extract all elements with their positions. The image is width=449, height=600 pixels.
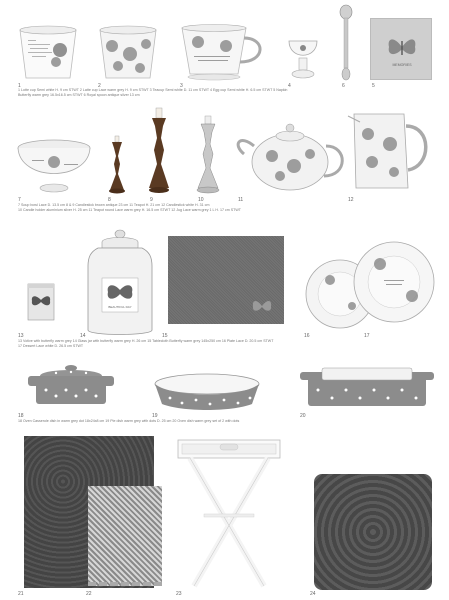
item-number: 8 <box>108 197 111 203</box>
item-number: 17 <box>364 333 370 339</box>
tablecloth-butterfly <box>168 236 284 324</box>
latte-cup-lace <box>96 24 160 82</box>
teapot <box>236 118 348 196</box>
caption-row2-a: 7 Soup bowl Lace D. 13.5 cm 8 & 9 Candlestick brown antique 23 cm 11 Teapot H. 21 cm 12 Candlestick white H. 31 cm <box>18 203 210 207</box>
item-number: 20 <box>300 413 306 419</box>
caption-row2-b: 10 Candle holder aluminium silver H. 25 cm 11 Teapot round Lace warm grey H. 16.5 cm STWT 12 Jug Lace warm grey 1 L H. 17 cm STWT <box>18 208 241 212</box>
item-number: 12 <box>348 197 354 203</box>
teacup <box>178 24 270 82</box>
item-number: 16 <box>304 333 310 339</box>
napkin <box>370 18 432 80</box>
jug <box>346 108 436 196</box>
item-number: 5 <box>372 83 375 89</box>
latte-cup-1 <box>16 24 80 82</box>
soup-bowl <box>14 138 94 196</box>
egg-cup <box>286 38 320 82</box>
cushion-dark-grey <box>314 474 432 590</box>
caption-row1-a: 1 Lotte cup Semi white H. 9 cm STWT 2 Latte cup Lace warm grey H. 9 cm STWT 3 Teacup Semi white D. 11 cm STWT 4 Egg cup Semi white H. 6.5 cm STWT 5 Napkin <box>18 88 288 92</box>
candle-holder-silver <box>194 114 222 196</box>
oven-casserole-dish <box>26 362 116 406</box>
item-number: 22 <box>86 591 92 597</box>
item-number: 2 <box>98 83 101 89</box>
throw-houndstooth <box>88 486 162 586</box>
item-number: 15 <box>162 333 168 339</box>
item-number: 19 <box>152 413 158 419</box>
caption-row4: 18 Oven Casserole dish in warm grey dot 18x24x8 cm 19 Pie dish warm grey with dots D. 25 cm 20 Oven dish warm grey set of 2 with dots <box>18 419 240 423</box>
butterfly-icon <box>252 298 272 314</box>
item-number: 24 <box>310 591 316 597</box>
jar-label-text: BEAUTIFUL DAY <box>108 305 132 309</box>
caption-row3-a: 13 Votive with butterfly warm grey 14 Glass jar with butterfly warm grey H. 26 cm 15 Tablecloth Butterfly warm grey 145x250 cm 16 Plate Lace D. 20.5 cm STWT <box>18 339 274 343</box>
item-number: 6 <box>342 83 345 89</box>
item-number: 23 <box>176 591 182 597</box>
oven-dish-set <box>298 366 436 410</box>
item-number: 1 <box>18 83 21 89</box>
item-number: 21 <box>18 591 24 597</box>
item-number: 7 <box>18 197 21 203</box>
caption-row1-b: Butterfly warm grey 16.5x16.5 cm STWT 6 Royal spoon antique silver 13 cm <box>18 93 140 97</box>
butler-tray-table <box>174 436 284 592</box>
votive-glass <box>26 282 56 322</box>
item-number: 13 <box>18 333 24 339</box>
royal-spoon <box>338 4 354 82</box>
item-number: 14 <box>80 333 86 339</box>
napkin-text: MEMORIES <box>392 63 412 67</box>
item-number: 3 <box>180 83 183 89</box>
glass-jar <box>84 228 156 338</box>
butterfly-icon <box>387 35 417 59</box>
candlestick-brown-tall <box>146 106 172 196</box>
item-number: 18 <box>18 413 24 419</box>
item-number: 11 <box>238 197 244 203</box>
caption-row3-b: 17 Dessert Lace white D. 26.5 cm STWT <box>18 344 84 348</box>
plate-set <box>300 236 436 332</box>
pie-dish <box>152 372 262 412</box>
candlestick-brown-small <box>106 134 128 196</box>
item-number: 10 <box>198 197 204 203</box>
item-number: 9 <box>150 197 153 203</box>
item-number: 4 <box>288 83 291 89</box>
